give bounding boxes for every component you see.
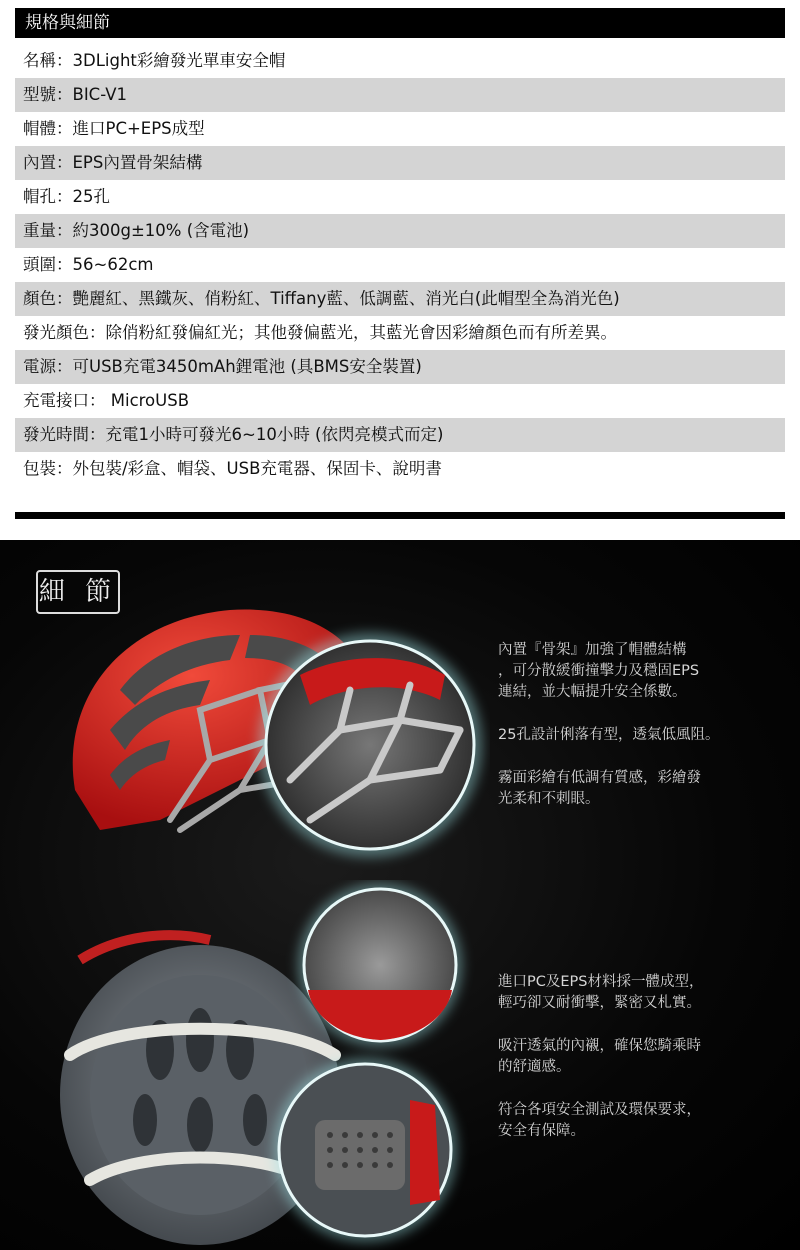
desc-material: 進口PC及EPS材料採一體成型， 輕巧卻又耐衝擊，緊密又札實。 [498,974,704,1011]
spec-bottom-bar [15,512,785,519]
spec-row-inner: 內置：EPS內置骨架結構 [15,146,785,180]
spec-row-colors: 顏色：艷麗紅、黑鐵灰、俏粉紅、Tiffany藍、低調藍、消光白(此帽型全為消光色) [15,282,785,316]
detail-section [0,540,800,1250]
helmet-interior-illustration [50,880,490,1250]
helmet-skeleton-illustration [40,580,490,870]
spec-section [0,0,800,540]
spec-row-head-size: 頭圍：56~62cm [15,248,785,282]
spec-row-package: 包裝：外包裝/彩盒、帽袋、USB充電器、保固卡、說明書 [15,452,785,486]
spec-row-light-color: 發光顏色：除俏粉紅發偏紅光；其他發偏藍光，其藍光會因彩繪顏色而有所差異。 [15,316,785,350]
desc-lining: 吸汗透氣的內襯，確保您騎乘時 的舒適感。 [498,1038,701,1075]
spec-row-model: 型號：BIC-V1 [15,78,785,112]
spec-row-port: 充電接口： MicroUSB [15,384,785,418]
spec-row-power: 電源：可USB充電3450mAh鋰電池 (具BMS安全裝置) [15,350,785,384]
spec-row-weight: 重量：約300g±10% (含電池) [15,214,785,248]
desc-skeleton-structure: 內置『骨架』加強了帽體結構 ，可分散緩衝撞擊力及穩固EPS 連結，並大幅提升安全係數。 [498,642,700,700]
detail-description-skeleton [498,640,778,832]
desc-matte-paint: 霧面彩繪有低調有質感，彩繪發 光柔和不刺眼。 [498,770,701,807]
spec-list [15,44,785,486]
spec-row-shell: 帽體：進口PC+EPS成型 [15,112,785,146]
spec-row-light-time: 發光時間：充電1小時可發光6~10小時 (依閃亮模式而定) [15,418,785,452]
spec-row-name: 名稱：3DLight彩繪發光單車安全帽 [15,44,785,78]
detail-description-material [498,972,778,1164]
desc-safety: 符合各項安全測試及環保要求， 安全有保障。 [498,1102,701,1139]
spec-header: 規格與細節 [15,8,785,38]
desc-vents: 25孔設計俐落有型，透氣低風阻。 [498,727,720,743]
spec-row-vents: 帽孔：25孔 [15,180,785,214]
detail-title: 細 節 [36,570,120,614]
